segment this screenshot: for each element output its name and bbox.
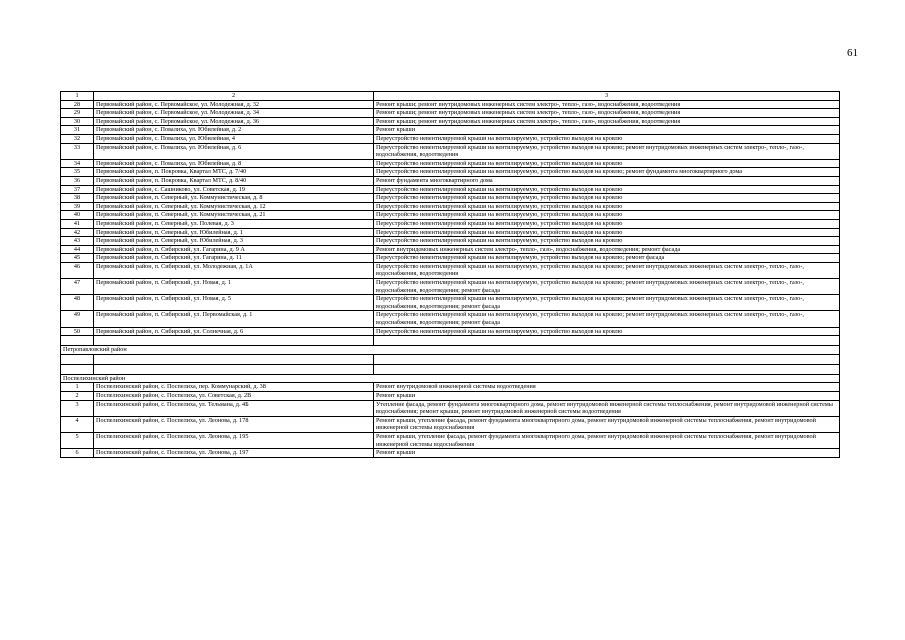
table-row <box>61 176 840 185</box>
row-work-type: Переустройство невентилируемой крыши на вентилируемую, устройство выходов на кровлю <box>374 237 840 246</box>
row-number: 2 <box>61 392 94 401</box>
table-row <box>61 109 840 118</box>
row-number: 37 <box>61 185 94 194</box>
row-work-type: Переустройство невентилируемой крыши на вентилируемую, устройство выходов на кровлю <box>374 134 840 143</box>
row-address: Первомайский район, п. Северный, ул. Юбилейная, д. 3 <box>94 237 374 246</box>
row-number: 35 <box>61 168 94 177</box>
row-work-type: Ремонт крыши; ремонт внутридомовых инженерных систем электро-, тепло-, газо-, водоснабжения, водоотведения <box>374 117 840 126</box>
row-number: 36 <box>61 176 94 185</box>
section-row-pospelikhinsky <box>61 374 840 383</box>
table-row <box>61 126 840 135</box>
row-work-type: Переустройство невентилируемой крыши на вентилируемую, устройство выходов на кровлю <box>374 327 840 336</box>
row-work-type: Переустройство невентилируемой крыши на вентилируемую, устройство выходов на кровлю <box>374 219 840 228</box>
row-work-type: Переустройство невентилируемой крыши на вентилируемую, устройство выходов на кровлю; ремонт внутридомовых инженерных систем электро-, тепло-, газо-, водоснабжения, водоотведения; ремонт фасада <box>374 295 840 311</box>
row-number: 29 <box>61 109 94 118</box>
row-number: 30 <box>61 117 94 126</box>
row-address: Первомайский район, п. Сибирский, ул. Новая, д. 1 <box>94 279 374 295</box>
row-number: 31 <box>61 126 94 135</box>
row-work-type: Ремонт крыши; ремонт внутридомовых инженерных систем электро-, тепло-, газо-, водоснабжения, водоотведения <box>374 100 840 109</box>
empty-cell <box>94 354 374 364</box>
row-work-type: Ремонт крыши, утепление фасада, ремонт фундамента многоквартирного дома, ремонт внутридомовой инженерной системы теплоснабжения, ремонт внутридомовой инженерной системы водоснабжения <box>374 416 840 432</box>
row-address: Первомайский район, с. Первомайское, ул. Молодежная, д. 36 <box>94 117 374 126</box>
row-number: 43 <box>61 237 94 246</box>
row-work-type: Утепление фасада, ремонт фундамента многоквартирного дома, ремонт внутридомовой инженерной системы теплоснабжения, ремонт внутридомовой инженерной системы водоснабжения; ремонт крыши, ремонт внутридомовой инженерной системы водоотведения <box>374 400 840 416</box>
table-row <box>61 311 840 327</box>
row-work-type: Переустройство невентилируемой крыши на вентилируемую, устройство выходов на кровлю <box>374 202 840 211</box>
table-row <box>61 219 840 228</box>
section-row-petropavlovsky <box>61 346 840 355</box>
row-address: Поспелихинский район, с. Поспелиха, ул. Леонова, д. 197 <box>94 449 374 458</box>
table-row <box>61 228 840 237</box>
row-number: 45 <box>61 254 94 263</box>
row-number: 41 <box>61 219 94 228</box>
table-row <box>61 254 840 263</box>
row-work-type: Ремонт фундамента многоквартирного дома <box>374 176 840 185</box>
row-number: 44 <box>61 245 94 254</box>
row-address: Поспелихинский район, с. Поспелиха, ул. Советская, д. 2В <box>94 392 374 401</box>
empty-row <box>61 364 840 374</box>
row-address: Поспелихинский район, с. Поспелиха, ул. Леонова, д. 178 <box>94 416 374 432</box>
row-work-type: Переустройство невентилируемой крыши на вентилируемую, устройство выходов на кровлю; ремонт внутридомовых инженерных систем электро-, тепло-, газо-, водоснабжения, водоотведения <box>374 143 840 159</box>
row-work-type: Переустройство невентилируемой крыши на вентилируемую, устройство выходов на кровлю; ремонт фасада <box>374 254 840 263</box>
header-cell-address: 2 <box>94 92 374 101</box>
table-row <box>61 279 840 295</box>
row-work-type: Переустройство невентилируемой крыши на вентилируемую, устройство выходов на кровлю <box>374 185 840 194</box>
row-number: 6 <box>61 449 94 458</box>
row-work-type: Переустройство невентилируемой крыши на вентилируемую, устройство выходов на кровлю; ремонт внутридомовых инженерных систем электро-, тепло-, газо-, водоснабжения, водоотведения <box>374 262 840 278</box>
table-row <box>61 143 840 159</box>
row-work-type: Переустройство невентилируемой крыши на вентилируемую, устройство выходов на кровлю <box>374 228 840 237</box>
table-row <box>61 202 840 211</box>
empty-row <box>61 354 840 364</box>
header-cell-number: 1 <box>61 92 94 101</box>
row-address: Первомайский район, с. Повалиха, ул. Юбилейная, д. 6 <box>94 143 374 159</box>
table-row <box>61 194 840 203</box>
page-number: 61 <box>847 47 858 59</box>
table-row <box>61 400 840 416</box>
row-number: 47 <box>61 279 94 295</box>
table-header-row <box>61 92 840 101</box>
row-address: Первомайский район, п. Северный, ул. Полевая, д. 3 <box>94 219 374 228</box>
section-title: Поспелихинский район <box>61 374 840 383</box>
row-number: 28 <box>61 100 94 109</box>
empty-cell <box>374 354 840 364</box>
table-row <box>61 237 840 246</box>
table-row <box>61 432 840 448</box>
row-address: Первомайский район, п. Северный, ул. Коммунистическая, д. 8 <box>94 194 374 203</box>
table-row <box>61 159 840 168</box>
row-address: Первомайский район, п. Сибирский, ул. Гагарина, д. 11 <box>94 254 374 263</box>
row-address: Первомайский район, с. Первомайское, ул. Молодежная, д. 32 <box>94 100 374 109</box>
row-work-type: Переустройство невентилируемой крыши на вентилируемую, устройство выходов на кровлю; ремонт внутридомовых инженерных систем электро-, тепло-, газо-, водоснабжения, водоотведения; ремонт фасада <box>374 311 840 327</box>
table-row <box>61 262 840 278</box>
row-address: Первомайский район, с. Повалиха, ул. Юбилейная, д. 8 <box>94 159 374 168</box>
table-row <box>61 383 840 392</box>
row-address: Первомайский район, п. Покровка, Квартал МТС, д. 8/40 <box>94 176 374 185</box>
row-number: 40 <box>61 211 94 220</box>
row-address: Первомайский район, с. Повалиха, ул. Юбилейная, д. 2 <box>94 126 374 135</box>
row-number: 1 <box>61 383 94 392</box>
row-number: 50 <box>61 327 94 336</box>
row-number: 48 <box>61 295 94 311</box>
row-work-type: Ремонт крыши <box>374 449 840 458</box>
row-address: Первомайский район, п. Северный, ул. Коммунистическая, д. 21 <box>94 211 374 220</box>
row-work-type: Ремонт крыши <box>374 126 840 135</box>
header-cell-work: 3 <box>374 92 840 101</box>
table-row <box>61 185 840 194</box>
row-number: 3 <box>61 400 94 416</box>
row-address: Поспелихинский район, с. Поспелиха, ул. Тельмана, д. 4Б <box>94 400 374 416</box>
row-number: 38 <box>61 194 94 203</box>
empty-cell <box>61 336 94 346</box>
row-work-type: Переустройство невентилируемой крыши на вентилируемую, устройство выходов на кровлю <box>374 159 840 168</box>
repair-program-table <box>60 91 840 458</box>
row-number: 39 <box>61 202 94 211</box>
row-address: Первомайский район, п. Сибирский, ул. Солнечная, д. 6 <box>94 327 374 336</box>
row-address: Поспелихинский район, с. Поспелиха, пер. Коммунарский, д. 38 <box>94 383 374 392</box>
empty-cell <box>61 364 94 374</box>
empty-cell <box>374 336 840 346</box>
row-address: Первомайский район, п. Сибирский, ул. Гагарина, д. 9 А <box>94 245 374 254</box>
row-number: 5 <box>61 432 94 448</box>
table-row <box>61 117 840 126</box>
table-row <box>61 211 840 220</box>
row-address: Первомайский район, п. Северный, ул. Юбилейная, д. 1 <box>94 228 374 237</box>
row-number: 49 <box>61 311 94 327</box>
section-title: Петропавловский район <box>61 346 840 355</box>
empty-cell <box>94 336 374 346</box>
row-work-type: Ремонт крыши; ремонт внутридомовых инженерных систем электро-, тепло-, газо-, водоснабжения, водоотведения <box>374 109 840 118</box>
row-work-type: Переустройство невентилируемой крыши на вентилируемую, устройство выходов на кровлю <box>374 194 840 203</box>
table-row <box>61 449 840 458</box>
table-row <box>61 295 840 311</box>
row-address: Первомайский район, с. Первомайское, ул. Молодежная, д. 34 <box>94 109 374 118</box>
empty-cell <box>94 364 374 374</box>
table-row <box>61 327 840 336</box>
row-address: Первомайский район, п. Покровка, Квартал МТС, д. 7/40 <box>94 168 374 177</box>
row-work-type: Переустройство невентилируемой крыши на вентилируемую, устройство выходов на кровлю; ремонт внутридомовых инженерных систем электро-, тепло-, газо-, водоснабжения, водоотведения; ремонт фасада <box>374 279 840 295</box>
row-work-type: Ремонт внутридомовой инженерной системы водоотведения <box>374 383 840 392</box>
row-number: 33 <box>61 143 94 159</box>
row-number: 4 <box>61 416 94 432</box>
table-row <box>61 100 840 109</box>
table-body <box>61 92 840 458</box>
empty-row <box>61 336 840 346</box>
table-row <box>61 392 840 401</box>
row-address: Первомайский район, п. Сибирский, ул. Новая, д. 5 <box>94 295 374 311</box>
row-work-type: Ремонт крыши, утепление фасада, ремонт фундамента многоквартирного дома, ремонт внутридомовой инженерной системы теплоснабжения, ремонт внутридомовой инженерной системы водоснабжения <box>374 432 840 448</box>
row-work-type: Ремонт внутридомовых инженерных систем электро-, тепло-, газо-, водоснабжения, водоотведения; ремонт фасада <box>374 245 840 254</box>
table-row <box>61 245 840 254</box>
row-address: Первомайский район, п. Сибирский, ул. Молодежная, д. 1А <box>94 262 374 278</box>
row-address: Первомайский район, с. Повалиха, ул. Юбилейная, 4 <box>94 134 374 143</box>
row-number: 34 <box>61 159 94 168</box>
row-work-type: Переустройство невентилируемой крыши на вентилируемую, устройство выходов на кровлю <box>374 211 840 220</box>
row-address: Первомайский район, с. Сашниково, ул. Советская, д. 19 <box>94 185 374 194</box>
row-work-type: Переустройство невентилируемой крыши на вентилируемую, устройство выходов на кровлю; ремонт фундамента многоквартирного дома <box>374 168 840 177</box>
row-address: Первомайский район, п. Северный, ул. Коммунистическая, д. 12 <box>94 202 374 211</box>
row-number: 42 <box>61 228 94 237</box>
row-work-type: Ремонт крыши <box>374 392 840 401</box>
table-row <box>61 416 840 432</box>
row-number: 46 <box>61 262 94 278</box>
table-row <box>61 134 840 143</box>
empty-cell <box>374 364 840 374</box>
empty-cell <box>61 354 94 364</box>
row-number: 32 <box>61 134 94 143</box>
table-row <box>61 168 840 177</box>
row-address: Первомайский район, п. Сибирский, ул. Первомайская, д. 1 <box>94 311 374 327</box>
row-address: Поспелихинский район, с. Поспелиха, ул. Леонова, д. 195 <box>94 432 374 448</box>
